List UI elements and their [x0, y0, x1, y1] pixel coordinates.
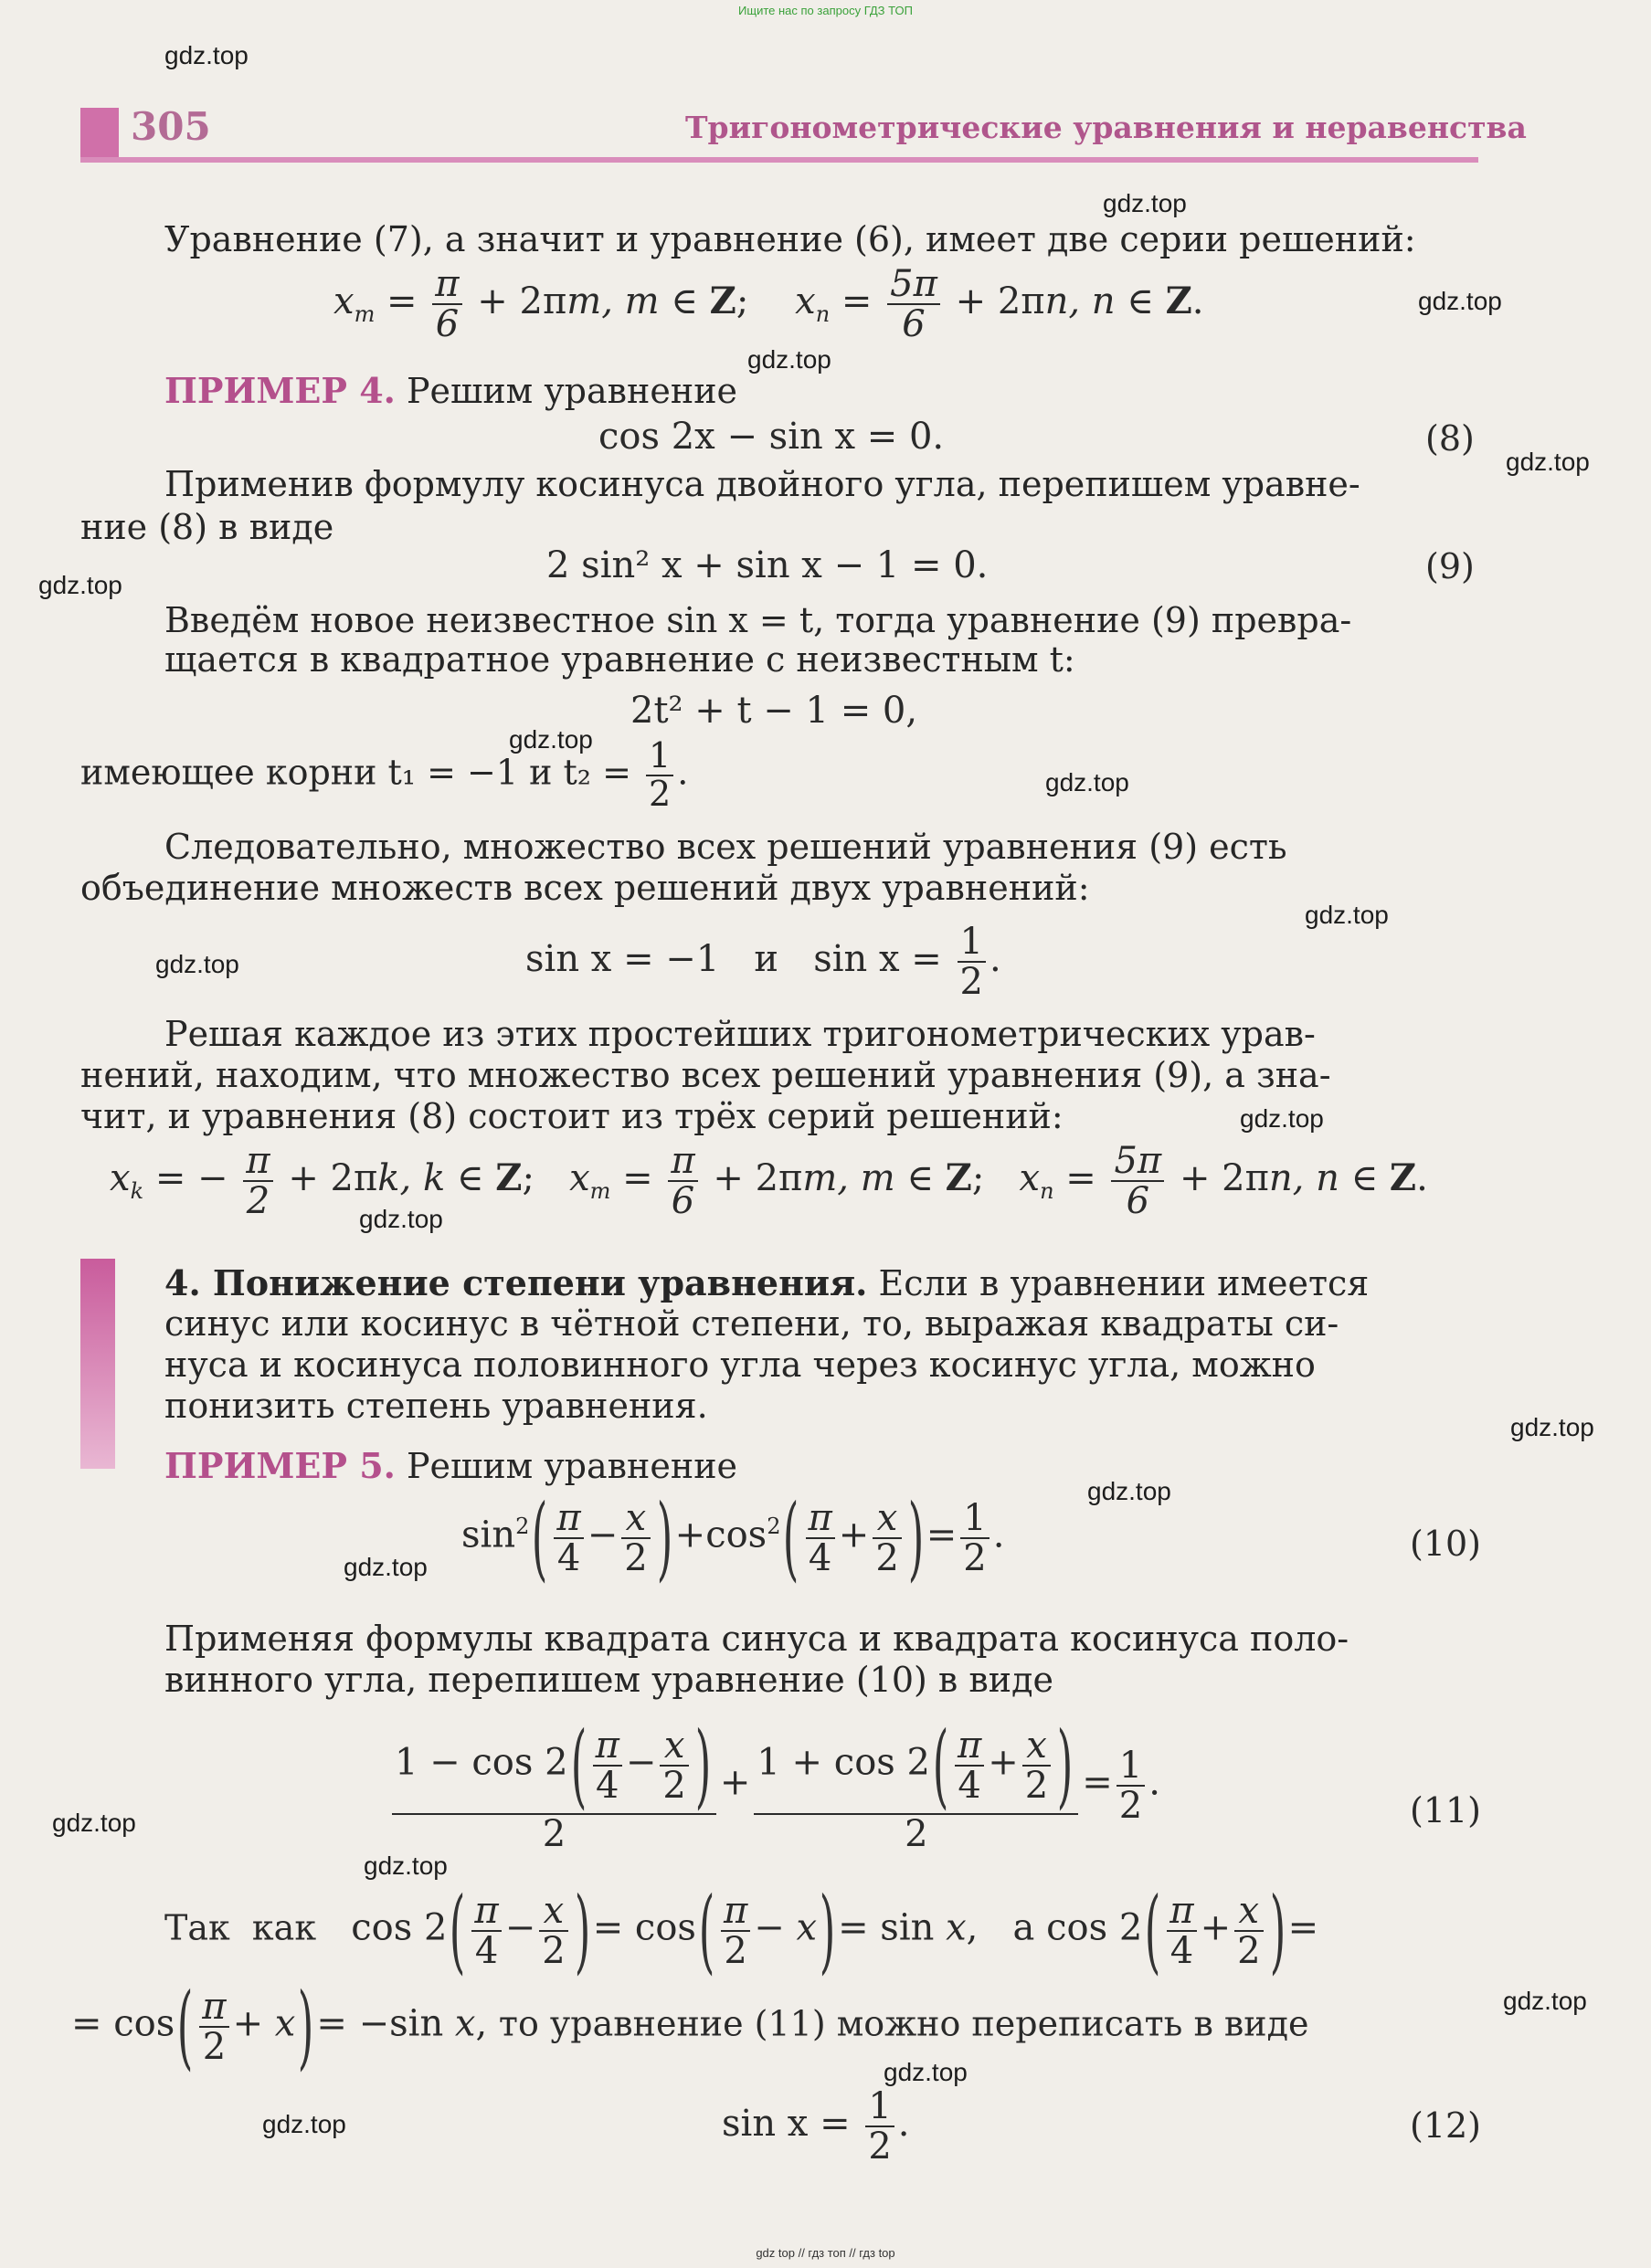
equation-number: (9) [1425, 546, 1475, 586]
text-to-uravnenie: то уравнение (11) можно переписать в виде [498, 2003, 1309, 2044]
paragraph-line: Уравнение (7), а значит и уравнение (6), имеет две серии решений: [164, 219, 1416, 259]
watermark: gdz.top [884, 2058, 968, 2086]
header-accent-block [80, 108, 119, 161]
top-banner: Ищите нас по запросу ГДЗ ТОП [738, 4, 913, 17]
example-4-heading [164, 370, 737, 411]
paragraph-line: Введём новое неизвестное sin x = t, тогда уравнение (9) превра- [164, 600, 1352, 640]
example-label: ПРИМЕР 4. [164, 370, 396, 411]
watermark: gdz.top [1240, 1104, 1324, 1133]
paragraph-line: нений, находим, что множество всех решений уравнения (9), а зна- [80, 1055, 1331, 1095]
equation-11: 1 − cos 2( $\frac{\pi}{4}$ − $\frac{x}{2}$ ) 2 + 1 + cos 2( $\frac{\pi}{4}$ + $\frac{x}{2}$ ) 2 = $\frac{1}{2}$ . [388, 1717, 1160, 1853]
header-rule [80, 157, 1478, 163]
equation-number: (10) [1410, 1524, 1482, 1564]
equation-quadratic: 2t² + t − 1 = 0, [630, 690, 918, 732]
page-number: 305 [131, 104, 211, 149]
equation-9: 2 sin² x + sin x − 1 = 0. [546, 544, 989, 586]
watermark: gdz.top [359, 1205, 443, 1233]
watermark: gdz.top [344, 1553, 428, 1581]
formula-series-mn: $x_m$ = $\frac{\pi}{6}$ + 2πm, m ∈ Z; $x_n$ = $\frac{5\pi}{6}$ + 2πn, n ∈ Z. [333, 263, 1204, 345]
page-header-title: Тригонометрические уравнения и неравенства [685, 110, 1527, 145]
watermark: gdz.top [509, 725, 593, 754]
paragraph-line: нуса и косинуса половинного угла через косинус угла, можно [164, 1345, 1316, 1385]
paragraph-line: понизить степень уравнения. [164, 1386, 708, 1426]
watermark: gdz.top [1045, 768, 1129, 796]
watermark: gdz.top [1506, 448, 1590, 476]
paragraph-line: синус или косинус в чётной степени, то, выражая квадраты си- [164, 1303, 1339, 1344]
section-4-line [164, 1262, 1369, 1303]
watermark: gdz.top [1503, 1987, 1587, 2015]
equation-12: sin x = $\frac{1}{2}$ . [722, 2085, 910, 2168]
paragraph-line: чит, и уравнения (8) состоит из трёх серий решений: [80, 1096, 1064, 1136]
paragraph-line: имеющее корни t₁ = −1 и t₂ = $\frac{1}{2}$ . [80, 735, 689, 814]
paragraph-line: Применяя формулы квадрата синуса и квадрата косинуса поло- [164, 1619, 1349, 1659]
watermark: gdz.top [1418, 287, 1502, 315]
watermark: gdz.top [747, 345, 831, 374]
paragraph-line: ние (8) в виде [80, 507, 334, 547]
watermark: gdz.top [1510, 1413, 1594, 1441]
example-label: ПРИМЕР 5. [164, 1445, 396, 1486]
formula-two-equations: sin x = −1 и sin x = $\frac{1}{2}$ . [525, 921, 1001, 1003]
watermark: gdz.top [52, 1809, 136, 1837]
watermark: gdz.top [155, 950, 239, 978]
eq12-text: sin x = [722, 2103, 851, 2145]
paragraph-line: Решая каждое из этих простейших тригонометрических урав- [164, 1014, 1316, 1054]
section-4-text: Если в уравнении имеется [878, 1263, 1370, 1303]
formula-three-series: $x_k$ = − $\frac{\pi}{2}$ + 2πk, k ∈ Z; $x_m$ = $\frac{\pi}{6}$ + 2πm, m ∈ Z; $x_n$ = $\frac{5\pi}{6}$ + 2πn, n ∈ Z. [110, 1140, 1428, 1222]
identity-line-2: = cos( $\frac{\pi}{2}$ + x)= −sin x, то уравнение (11) можно переписать в виде [71, 1973, 1309, 2080]
paragraph-line: Применив формулу косинуса двойного угла, перепишем уравне- [164, 464, 1360, 504]
watermark: gdz.top [364, 1851, 448, 1880]
watermark: gdz.top [1087, 1477, 1171, 1505]
watermark: gdz.top [1103, 189, 1187, 217]
section-side-bar [80, 1259, 115, 1469]
watermark: gdz.top [38, 571, 122, 599]
example-text: Решим уравнение [406, 371, 738, 411]
paragraph-line: Следовательно, множество всех решений уравнения (9) есть [164, 827, 1287, 867]
watermark: gdz.top [164, 41, 249, 69]
section-4-title: 4. Понижение степени уравнения. [164, 1262, 868, 1303]
example-text: Решим уравнение [406, 1446, 738, 1486]
equation-number: (11) [1410, 1790, 1482, 1830]
equation-number: (8) [1425, 418, 1475, 459]
equation-10: $\sin^2$( $\frac{\pi}{4}$ − $\frac{x}{2}$ )$+\cos^2$( $\frac{\pi}{4}$ + $\frac{x}{2}$ )= $\frac{1}{2}$ . [461, 1484, 1005, 1591]
text-tak-kak: Так как [164, 1907, 317, 1948]
two-equations-text: sin x = −1 и sin x = [525, 938, 942, 980]
equation-number: (12) [1410, 2105, 1482, 2146]
watermark: gdz.top [262, 2110, 346, 2138]
roots-text: имеющее корни t₁ = −1 и t₂ = [80, 752, 631, 793]
bottom-banner: gdz top // гдз топ // гдз top [756, 2246, 895, 2260]
watermark: gdz.top [1305, 901, 1389, 929]
paragraph-line: винного угла, перепишем уравнение (10) в виде [164, 1660, 1054, 1700]
equation-8: cos 2x − sin x = 0. [598, 416, 945, 458]
identity-line: Так как cos 2( $\frac{\pi}{4}$ − $\frac{x}{2}$ )= cos( $\frac{\pi}{2}$ − x)= sin x, а cos 2( $\frac{\pi}{4}$ + $\frac{x}{2}$ )= [164, 1877, 1319, 1984]
example-5-heading [164, 1445, 737, 1486]
paragraph-line: щается в квадратное уравнение с неизвестным t: [164, 639, 1075, 680]
paragraph-line: объединение множеств всех решений двух уравнений: [80, 868, 1090, 908]
